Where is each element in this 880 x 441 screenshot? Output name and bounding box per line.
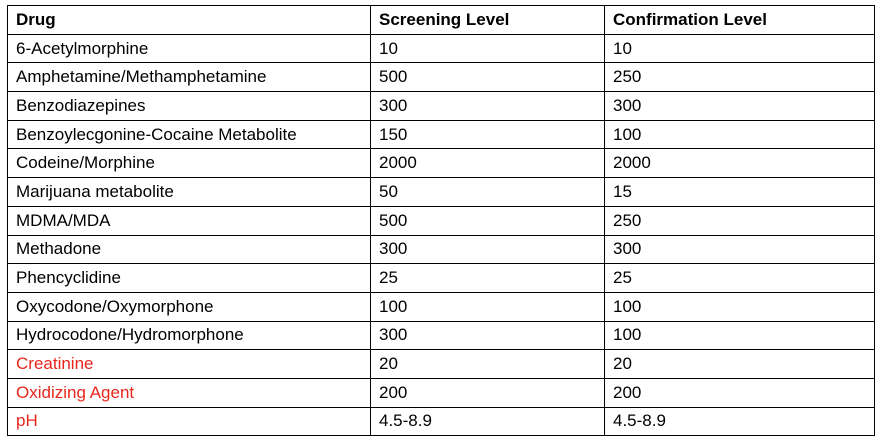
screening-level-cell: 300 [371, 235, 605, 264]
table-row [8, 321, 875, 350]
drug-name-cell: Amphetamine/Methamphetamine [8, 63, 371, 92]
drug-name-cell: Methadone [8, 235, 371, 264]
drug-name-cell: Benzoylecgonine-Cocaine Metabolite [8, 120, 371, 149]
confirmation-level-cell: 200 [605, 378, 875, 407]
table-row [8, 206, 875, 235]
table-body [8, 34, 875, 436]
confirmation-level-cell: 2000 [605, 149, 875, 178]
table-row [8, 149, 875, 178]
table-row [8, 120, 875, 149]
confirmation-level-cell: 100 [605, 120, 875, 149]
confirmation-level-cell: 10 [605, 34, 875, 63]
table-row [8, 407, 875, 436]
drug-name-cell: Creatinine [8, 350, 371, 379]
drug-name-cell: Marijuana metabolite [8, 178, 371, 207]
header-screening-level: Screening Level [371, 6, 605, 35]
header-drug: Drug [8, 6, 371, 35]
table-row [8, 178, 875, 207]
confirmation-level-cell: 20 [605, 350, 875, 379]
screening-level-cell: 50 [371, 178, 605, 207]
drug-levels-table [7, 5, 875, 436]
confirmation-level-cell: 15 [605, 178, 875, 207]
screening-level-cell: 200 [371, 378, 605, 407]
screening-level-cell: 20 [371, 350, 605, 379]
screening-level-cell: 150 [371, 120, 605, 149]
screening-level-cell: 300 [371, 92, 605, 121]
drug-name-cell: Phencyclidine [8, 264, 371, 293]
confirmation-level-cell: 300 [605, 92, 875, 121]
drug-name-cell: 6-Acetylmorphine [8, 34, 371, 63]
drug-name-cell: Oxidizing Agent [8, 378, 371, 407]
header-confirmation-level: Confirmation Level [605, 6, 875, 35]
screening-level-cell: 2000 [371, 149, 605, 178]
confirmation-level-cell: 4.5-8.9 [605, 407, 875, 436]
table-row [8, 235, 875, 264]
confirmation-level-cell: 100 [605, 321, 875, 350]
table-row [8, 292, 875, 321]
drug-name-cell: MDMA/MDA [8, 206, 371, 235]
screening-level-cell: 10 [371, 34, 605, 63]
drug-name-cell: Oxycodone/Oxymorphone [8, 292, 371, 321]
screening-level-cell: 25 [371, 264, 605, 293]
screening-level-cell: 500 [371, 63, 605, 92]
table-row [8, 264, 875, 293]
drug-name-cell: pH [8, 407, 371, 436]
confirmation-level-cell: 250 [605, 206, 875, 235]
table-row [8, 34, 875, 63]
table-row [8, 92, 875, 121]
table-row [8, 378, 875, 407]
table-header-row [8, 6, 875, 35]
confirmation-level-cell: 250 [605, 63, 875, 92]
screening-level-cell: 300 [371, 321, 605, 350]
screening-level-cell: 4.5-8.9 [371, 407, 605, 436]
confirmation-level-cell: 300 [605, 235, 875, 264]
table-row [8, 63, 875, 92]
screening-level-cell: 500 [371, 206, 605, 235]
confirmation-level-cell: 100 [605, 292, 875, 321]
confirmation-level-cell: 25 [605, 264, 875, 293]
table-row [8, 350, 875, 379]
drug-name-cell: Codeine/Morphine [8, 149, 371, 178]
drug-name-cell: Hydrocodone/Hydromorphone [8, 321, 371, 350]
drug-name-cell: Benzodiazepines [8, 92, 371, 121]
screening-level-cell: 100 [371, 292, 605, 321]
